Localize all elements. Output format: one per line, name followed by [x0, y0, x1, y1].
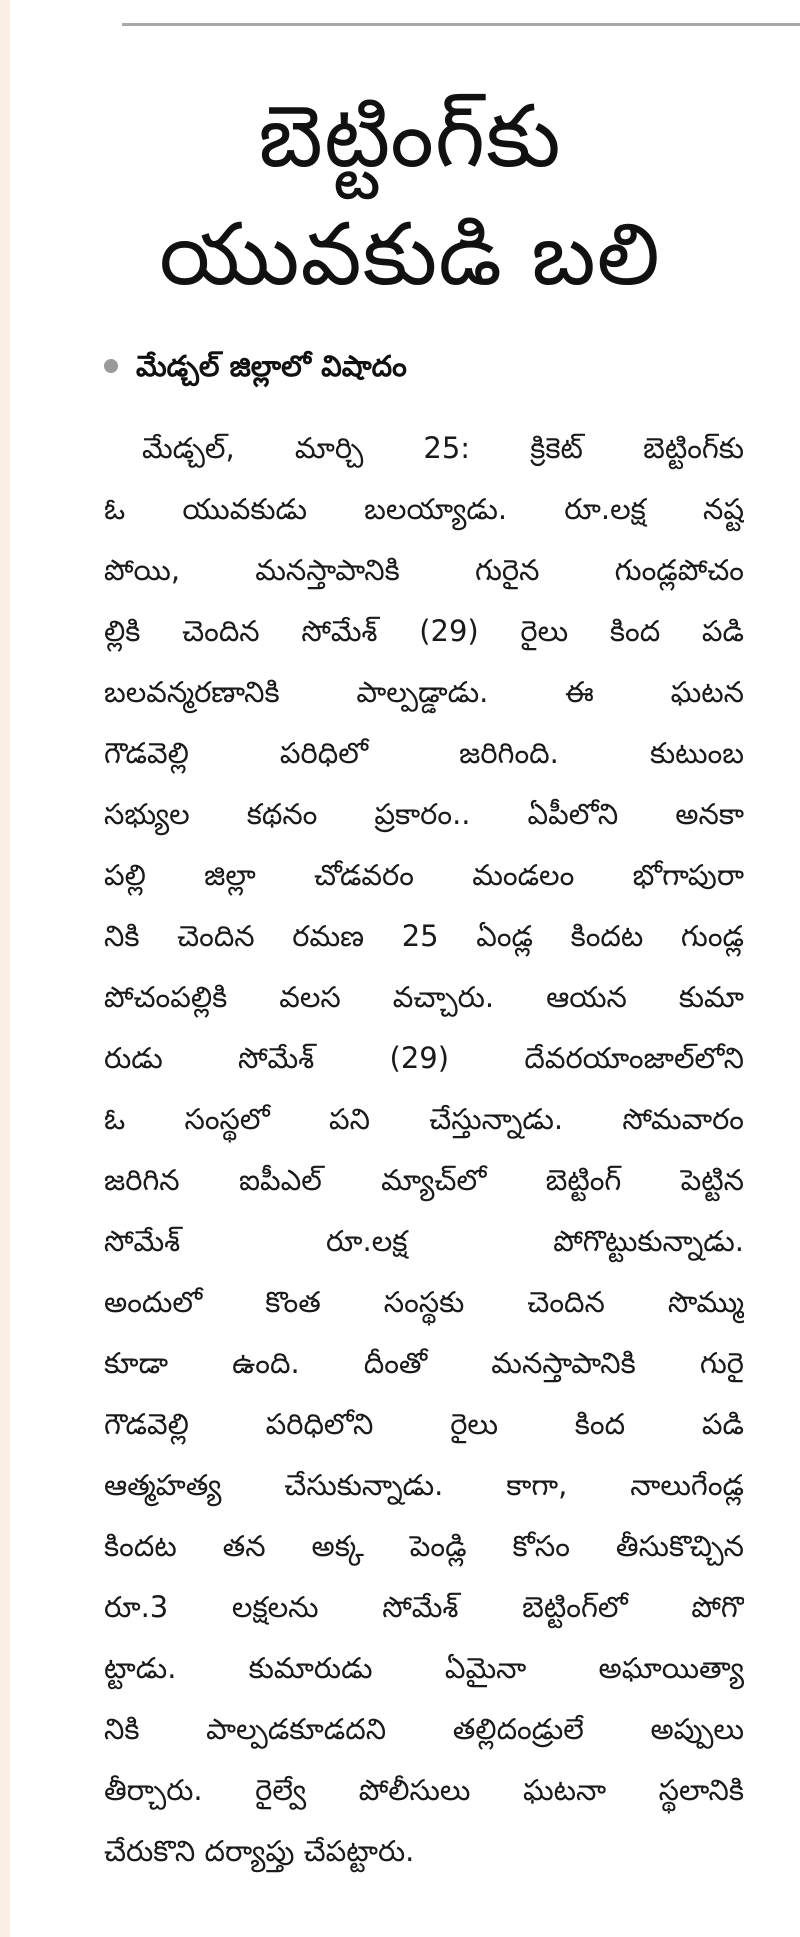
- article-line: మేడ్చల్, మార్చి 25: క్రికెట్ బెట్టింగ్‌కు: [142, 431, 744, 465]
- article-line: పోచంపల్లికి వలస వచ్చారు. ఆయన కుమా: [104, 980, 744, 1014]
- article-line: ఓ యువకుడు బలయ్యాడు. రూ.లక్ష నష్ట: [104, 492, 744, 526]
- article-line: కూడా ఉంది. దీంతో మనస్తాపానికి గురై: [104, 1346, 744, 1380]
- subheadline-text: మేడ్చల్ జిల్లాలో విషాదం: [136, 349, 407, 383]
- article-line: రూ.3 లక్షలను సోమేశ్ బెట్టింగ్‌లో పోగొ: [104, 1590, 744, 1624]
- headline-line-1: బెట్టింగ్‌కు: [258, 87, 562, 187]
- article-line: కిందట తన అక్క పెండ్లి కోసం తీసుకొచ్చిన: [104, 1529, 744, 1563]
- article-body: [104, 418, 744, 1882]
- article-line: చేరుకొని దర్యాప్తు చేపట్టారు.: [104, 1834, 415, 1868]
- article-line: పోయి, మనస్తాపానికి గురైన గుండ్లపోచం: [104, 553, 744, 587]
- column-top-rule: [122, 23, 800, 26]
- subheadline: [104, 346, 407, 386]
- article-line: ల్లికి చెందిన సోమేశ్ (29) రైలు కింద పడి: [104, 614, 744, 648]
- bullet-icon: [104, 359, 118, 373]
- article-line: తీర్చారు. రైల్వే పోలీసులు ఘటనా స్థలానికి: [104, 1773, 744, 1807]
- article-line: నికి చెందిన రమణ 25 ఏండ్ల కిందట గుండ్ల: [104, 919, 744, 953]
- article-line: పల్లి జిల్లా చోడవరం మండలం భోగాపురా: [104, 858, 744, 892]
- article-line: సోమేశ్ రూ.లక్ష పోగొట్టుకున్నాడు.: [104, 1224, 744, 1258]
- article-line: ఓ సంస్థలో పని చేస్తున్నాడు. సోమవారం: [104, 1102, 744, 1136]
- article-line: జరిగిన ఐపీఎల్ మ్యాచ్‌లో బెట్టింగ్ పెట్టిన: [104, 1163, 744, 1197]
- article-line: నికి పాల్పడకూడదని తల్లిదండ్రులే అప్పులు: [104, 1712, 744, 1746]
- article-line: ఆత్మహత్య చేసుకున్నాడు. కాగా, నాలుగేండ్ల: [104, 1468, 744, 1502]
- article-line: గౌడవెల్లి పరిధిలో జరిగింది. కుటుంబ: [104, 736, 744, 770]
- article-line: బలవన్మరణానికి పాల్పడ్డాడు. ఈ ఘటన: [104, 675, 744, 709]
- headline: [20, 78, 800, 314]
- article-line: అందులో కొంత సంస్థకు చెందిన సొమ్ము: [104, 1285, 744, 1319]
- headline-line-2: యువకుడి బలి: [159, 205, 661, 305]
- article-line: సభ్యుల కథనం ప్రకారం.. ఏపీలోని అనకా: [104, 797, 744, 831]
- article-line: ట్టాడు. కుమారుడు ఏమైనా అఘాయిత్యా: [104, 1651, 744, 1685]
- page-edge-strip: [0, 0, 10, 1937]
- article-line: గౌడవెల్లి పరిధిలోని రైలు కింద పడి: [104, 1407, 744, 1441]
- article-line: రుడు సోమేశ్ (29) దేవరయాంజాల్‌లోని: [104, 1041, 744, 1075]
